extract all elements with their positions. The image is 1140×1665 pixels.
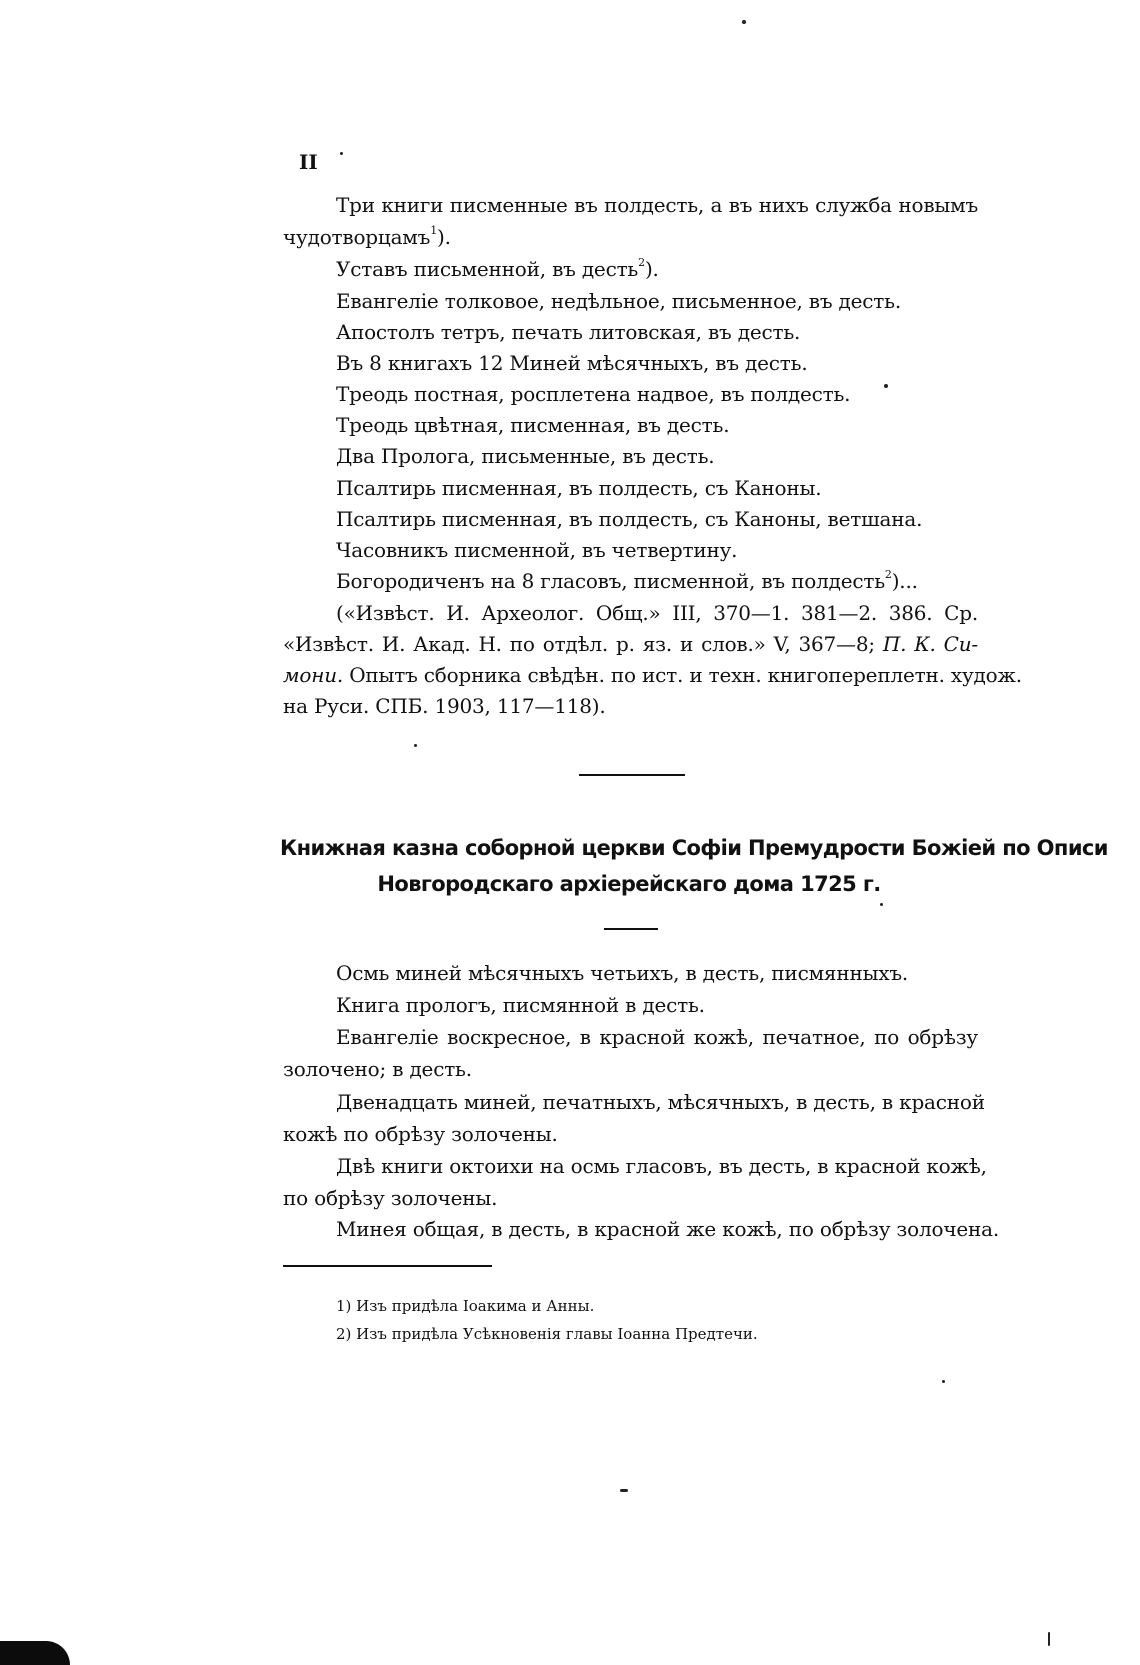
scan-speck [742, 20, 746, 24]
text-line: Минея общая, в десть, в красной же кожѣ, по обрѣзу золочена. [336, 1217, 1000, 1241]
author-name: мони. [283, 663, 344, 687]
text-line: Два Пролога, письменные, въ десть. [336, 444, 715, 468]
text-line: Двѣ книги октоихи на осмь гласовъ, въ десть, в красной кожѣ, [336, 1154, 987, 1178]
text-line: Осмь миней мѣсячныхъ четьихъ, в десть, писмянныхъ. [336, 961, 909, 985]
text-line: Треодь постная, росплетена надвое, въ полдесть. [336, 382, 851, 406]
section-heading: Новгородскаго архіерейскаго дома 1725 г. [377, 872, 881, 896]
scan-speck [1048, 1632, 1050, 1646]
citation-line: («Извѣст. И. Археолог. Общ.» III, 370—1. 381—2. 386. Ср. [336, 601, 978, 625]
text-line: Апостолъ тетръ, печать литовская, въ десть. [336, 320, 801, 344]
scan-speck [942, 1380, 945, 1383]
text-line: Три книги писменные въ полдесть, а въ нихъ служба новымъ [336, 193, 978, 217]
text-line: Уставъ письменной, въ десть$^2$). [336, 256, 659, 281]
text-line: золочено; в десть. [283, 1057, 472, 1081]
text-line: Псалтирь писменная, въ полдесть, съ Каноны, ветшана. [336, 507, 923, 531]
scan-blot [0, 1641, 70, 1665]
section-heading: Книжная казна соборной церкви Софіи Премудрости Божіей по Описи [280, 836, 1108, 860]
text-line: Богородиченъ на 8 гласовъ, писменной, въ полдесть$^2$)... [336, 568, 918, 593]
footnote: 1) Изъ придѣла Іоакима и Анны. [336, 1297, 595, 1315]
text-line: Евангеліе толковое, недѣльное, письменное, въ десть. [336, 289, 901, 313]
citation-line: мони. Опытъ сборника свѣдѣн. по ист. и техн. книгопереплетн. худож. [283, 663, 1022, 687]
scan-speck [340, 152, 343, 155]
section-separator [579, 774, 685, 776]
citation-line: «Извѣст. И. Акад. Н. по отдѣл. р. яз. и слов.» V, 367—8; П. К. Си- [283, 632, 978, 656]
scan-speck [414, 744, 417, 747]
scan-speck [884, 384, 888, 388]
text-line: Двенадцать миней, печатныхъ, мѣсячныхъ, в десть, в красной [336, 1090, 985, 1114]
footnote-ref: 2 [638, 256, 645, 270]
footnote-ref: 1 [430, 224, 437, 238]
text-line: Евангеліе воскресное, в красной кожѣ, печатное, по обрѣзу [336, 1025, 978, 1049]
text-line: Въ 8 книгахъ 12 Миней мѣсячныхъ, въ десть. [336, 351, 808, 375]
footnote-ref: 2 [884, 568, 892, 582]
footnote: 2) Изъ придѣла Усѣкновенія главы Іоанна Предтечи. [336, 1325, 758, 1343]
text-line: по обрѣзу золочены. [283, 1186, 498, 1210]
heading-underline [604, 928, 658, 930]
page-number: II [299, 150, 318, 174]
scan-speck [880, 903, 883, 906]
text-line: Часовникъ писменной, въ четвертину. [336, 538, 738, 562]
text-line: Треодь цвѣтная, писменная, въ десть. [336, 413, 730, 437]
text-line: Псалтирь писменная, въ полдесть, съ Каноны. [336, 476, 822, 500]
citation-line: на Руси. СПБ. 1903, 117—118). [283, 694, 606, 718]
text-line: Книга прологъ, писмянной в десть. [336, 993, 705, 1017]
text-line: чудотворцамъ$^1$). [283, 224, 451, 249]
scan-speck [620, 1489, 628, 1492]
author-name: П. К. Си- [882, 632, 978, 656]
text-line: кожѣ по обрѣзу золочены. [283, 1122, 558, 1146]
footnote-rule [283, 1265, 492, 1267]
